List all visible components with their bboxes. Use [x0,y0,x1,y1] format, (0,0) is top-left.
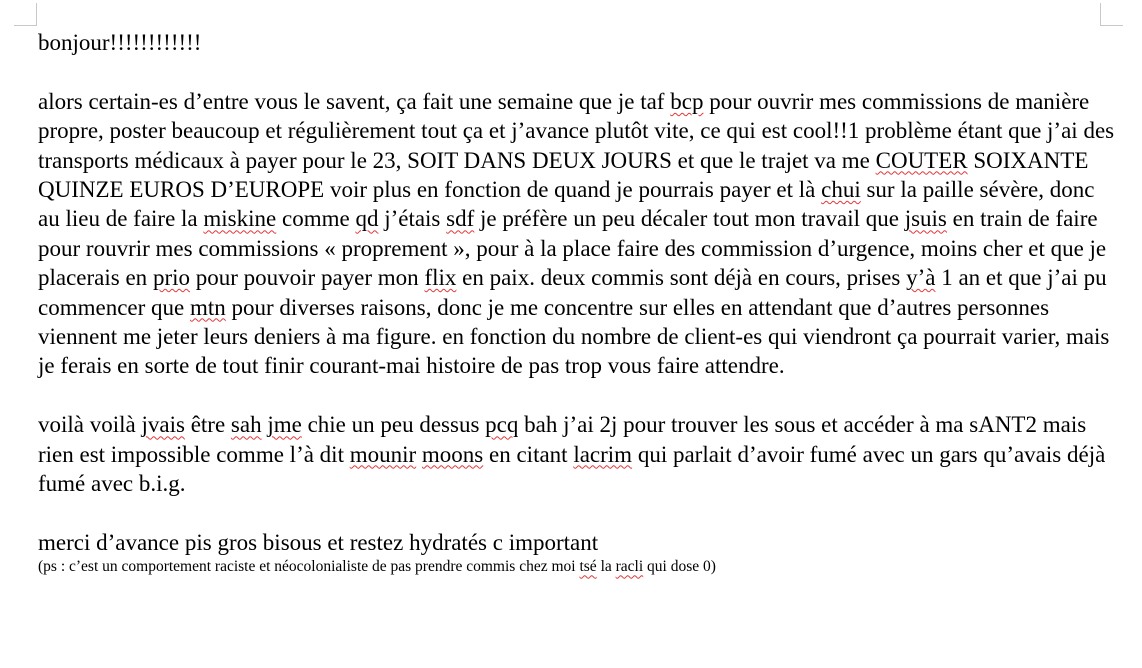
misspelled-word: miskine [203,206,277,232]
paragraph-1[interactable] [38,87,1118,381]
text-run: la [596,558,616,576]
text-run: voilà voilà [38,412,142,438]
misspelled-word: chui [821,177,861,203]
misspelled-word: bcp [670,88,704,114]
text-run: j’étais [378,206,447,232]
misspelled-word: qd [355,206,379,232]
text-run: SOIXANTE QUINZE EUROS D’EUROPE voir plus en fonction de quand je pourrais payer et là [38,147,1089,203]
text-run: 1 an et que j’ai pu commencer que [38,265,1107,320]
text-run: alors certain-es d’entre vous le savent, ça fait une semaine que je taf [38,88,671,114]
text-run: chie un peu dessus [301,412,486,438]
misspelled-word: sah [230,412,262,438]
text-run: en citant [483,441,574,467]
text-run: pour diverses raisons, donc je me concentre sur elles en attendant que d’autres personnes viennent me jeter leurs deniers à ma figure. en fonction du nombre de client-es qui viendront ça pourrait varier, mais je ferais en sorte de tout finir courant-mai histoire de pas trop vous faire attendre. [38,294,1110,379]
misspelled-word: mtn [189,294,226,320]
paragraph-2[interactable] [38,410,1118,498]
misspelled-word: racli [615,558,644,576]
text-run: (ps : c’est un comportement raciste et néocolonialiste de pas prendre commis chez moi [38,558,580,576]
text-run: sur la paille sévère, donc au lieu de faire la [38,177,1095,232]
postscript-line[interactable] [38,557,1118,577]
text-run: bah j’ai 2j pour trouver les sous et accéder à ma sANT2 mais rien est impossible comme l’à dit [38,412,1087,467]
empty-line [38,381,1118,410]
text-run: pour pouvoir payer mon [190,265,425,291]
top-left-margin-marker [14,3,37,26]
text-run: pour ouvrir mes commissions de manière propre, poster beaucoup et régulièrement tout ça et j’avance plutôt vite, ce qui est cool!!1 problème étant que j’ai des transports médicaux à payer pour le 23, SOIT DANS DEUX JOURS et que le trajet va me [38,88,1115,173]
misspelled-word: prio [152,265,190,291]
misspelled-word: y’à [906,265,936,291]
text-run: qui parlait d’avoir fumé avec un gars qu’avais déjà fumé avec b.i.g. [38,441,1106,497]
document-body[interactable] [38,28,1118,577]
misspelled-word: pcq [485,412,519,438]
top-right-margin-marker [1100,3,1123,26]
misspelled-word: jsuis [904,206,947,232]
text-run: comme [276,206,356,232]
misspelled-word: jvais [141,412,185,438]
misspelled-word: moons [421,441,484,467]
text-run: en paix. deux commis sont déjà en cours, prises [456,265,907,291]
empty-line [38,498,1118,527]
text-run: en train de faire pour rouvrir mes commissions « proprement », pour à la place faire des commission d’urgence, moins cher et que je placerais en [38,206,1107,291]
misspelled-word: tsé [579,558,597,576]
misspelled-word: flix [424,265,457,291]
misspelled-word: jme [267,412,302,438]
closing-line[interactable]: merci d’avance pis gros bisous et restez hydratés c important [38,529,599,555]
greeting-line[interactable]: bonjour!!!!!!!!!!!! [38,30,202,55]
misspelled-word: sdf [446,206,475,232]
text-run: qui dose 0) [643,558,716,576]
misspelled-word: COUTER [875,147,968,173]
empty-line [38,57,1118,86]
text-run: je préfère un peu décaler tout mon travail que [474,206,905,232]
misspelled-word: mounir [349,441,417,467]
misspelled-word: lacrim [573,441,633,467]
text-run: être [184,412,231,438]
